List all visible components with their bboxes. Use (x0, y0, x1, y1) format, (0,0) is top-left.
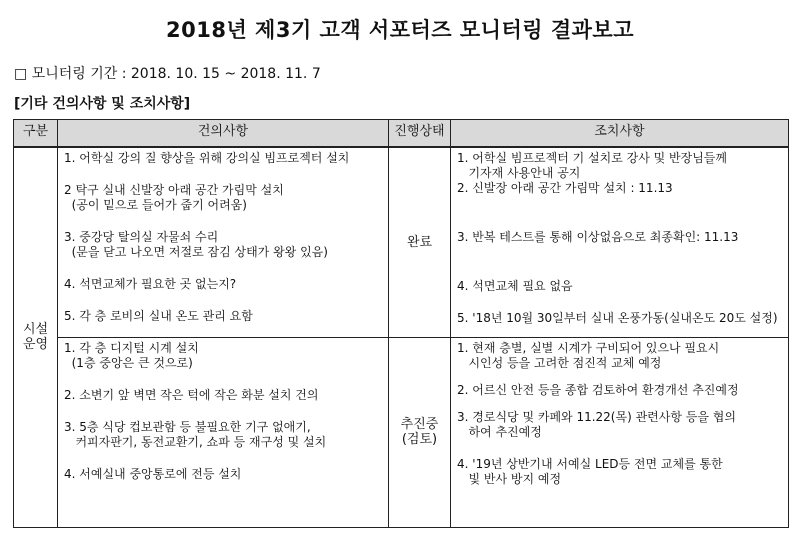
action-item: 3. 반복 테스트를 통해 이상없음으로 최종확인: 11.13 (457, 230, 739, 244)
request-item: 4. 석면교체가 필요한 곳 없는지? (64, 277, 237, 291)
section-title: [기타 건의사항 및 조치사항] (14, 96, 191, 112)
request-item: 1. 어학실 강의 질 향상을 위해 강의실 빔프로젝터 설치 (64, 151, 350, 165)
category-label-line: 운영 (22, 337, 49, 353)
table-header-row (14, 120, 789, 148)
status-cell-in-progress (389, 337, 451, 527)
action-item: 4. 석면교체 필요 없음 (457, 279, 573, 293)
header-status: 진행상태 (389, 120, 451, 148)
request-item: 1. 각 층 디지털 시계 설치 (64, 340, 199, 355)
action-item: 2. 신발장 아래 공간 가림막 설치 : 11.13 (457, 181, 673, 195)
results-table (13, 119, 789, 528)
request-item: 5. 각 층 로비의 실내 온도 관리 요함 (64, 309, 253, 323)
header-category: 구분 (14, 120, 58, 148)
requests-cell-in-progress (58, 337, 389, 527)
request-item: 3. 5층 식당 컵보관함 등 불필요한 기구 없애기, (64, 419, 311, 434)
request-item-detail: (1층 중앙은 큰 것으로) (64, 355, 193, 370)
category-cell (14, 147, 58, 527)
header-requests: 건의사항 (58, 120, 389, 148)
table-row (14, 147, 789, 337)
request-item-detail: (문을 닫고 나오면 저절로 잠김 상태가 왕왕 있음) (64, 245, 328, 259)
action-item: 5. '18년 10월 30일부터 실내 온풍가동(실내온도 20도 설정) (457, 311, 778, 325)
action-item-detail: 기자재 사용안내 공지 (457, 166, 581, 180)
action-item: 3. 경로식당 및 카페와 11.22(목) 관련사항 등을 협의 (457, 409, 736, 424)
action-item: 1. 현재 층별, 실별 시계가 구비되어 있으나 필요시 (457, 340, 720, 355)
document-title: 2018년 제3기 고객 서포터즈 모니터링 결과보고 (166, 18, 634, 42)
header-actions: 조치사항 (451, 120, 789, 148)
action-item: 4. '19년 상반기내 서예실 LED등 전면 교체를 통한 (457, 456, 723, 471)
actions-cell-completed (451, 147, 789, 337)
category-label-line: 시설 (22, 322, 49, 338)
request-item-detail: (공이 밑으로 들어가 줍기 어려움) (64, 198, 247, 212)
requests-cell-completed (58, 147, 389, 337)
request-item: 3. 중강당 탈의실 자물쇠 수리 (64, 230, 219, 244)
actions-cell-in-progress (451, 337, 789, 527)
status-cell-completed (389, 147, 451, 337)
action-item-detail: 빛 반사 방지 예정 (457, 471, 562, 486)
request-item: 4. 서예실내 중앙통로에 전등 설치 (64, 466, 242, 481)
table-row (14, 337, 789, 527)
status-label: 완료 (406, 234, 433, 250)
action-item-detail: 시인성 등을 고려한 점진적 교체 예정 (457, 355, 662, 370)
action-item: 2. 어르신 안전 등을 종합 검토하여 환경개선 추진예정 (457, 382, 739, 397)
request-item-detail: 커피자판기, 동전교환기, 쇼파 등 재구성 및 설치 (64, 434, 327, 449)
monitoring-period: □ 모니터링 기간 : 2018. 10. 15 ~ 2018. 11. 7 (14, 66, 321, 82)
status-label-detail: (검토) (401, 432, 438, 447)
status-label: 추진중 (400, 417, 439, 432)
action-item-detail: 하여 추진예정 (457, 424, 542, 439)
action-item: 1. 어학실 빔프로젝터 기 설치로 강사 및 반장님들께 (457, 151, 727, 165)
request-item: 2 탁구 실내 신발장 아래 공간 가림막 설치 (64, 183, 284, 197)
request-item: 2. 소변기 앞 벽면 작은 턱에 작은 화분 설치 건의 (64, 387, 319, 402)
